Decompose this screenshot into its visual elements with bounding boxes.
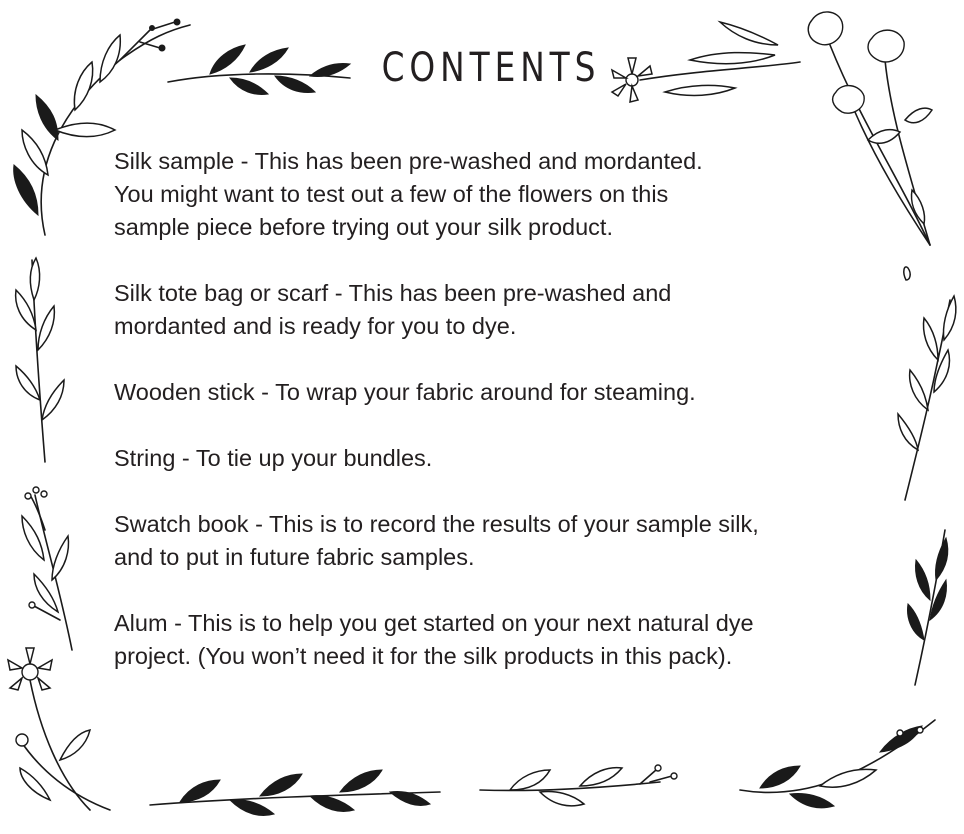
leafy-branch-icon	[16, 258, 64, 462]
item-line: String - To tie up your bundles.	[114, 445, 433, 471]
item-line: mordanted and is ready for you to dye.	[114, 313, 517, 339]
page-title: CONTENTS	[381, 45, 601, 91]
berry-sprig-icon	[480, 765, 677, 806]
list-item	[114, 607, 844, 673]
list-item	[114, 508, 844, 574]
flower-icon	[8, 648, 110, 810]
list-item	[114, 376, 844, 409]
item-line: Swatch book - This is to record the results of your sample silk,	[114, 511, 759, 537]
item-line: Alum - This is to help you get started on your next natural dye	[114, 610, 754, 636]
item-line: Wooden stick - To wrap your fabric around for steaming.	[114, 379, 696, 405]
item-line: and to put in future fabric samples.	[114, 544, 475, 570]
flower-icon	[612, 22, 800, 102]
contents-list	[114, 145, 844, 673]
item-line: You might want to test out a few of the flowers on this	[114, 181, 669, 207]
list-item	[114, 277, 844, 343]
item-line: project. (You won’t need it for the silk products in this pack).	[114, 643, 733, 669]
berry-sprig-icon	[740, 720, 935, 808]
item-line: Silk sample - This has been pre-washed and mordanted.	[114, 148, 703, 174]
list-item	[114, 442, 844, 475]
berry-sprig-icon	[22, 487, 72, 650]
leafy-branch-icon	[150, 770, 440, 815]
leafy-branch-icon	[168, 45, 350, 94]
leafy-branch-icon	[908, 530, 948, 685]
leafy-branch-icon	[898, 267, 956, 500]
item-line: sample piece before trying out your silk product.	[114, 214, 613, 240]
item-line: Silk tote bag or scarf - This has been pre-washed and	[114, 280, 672, 306]
list-item	[114, 145, 844, 244]
